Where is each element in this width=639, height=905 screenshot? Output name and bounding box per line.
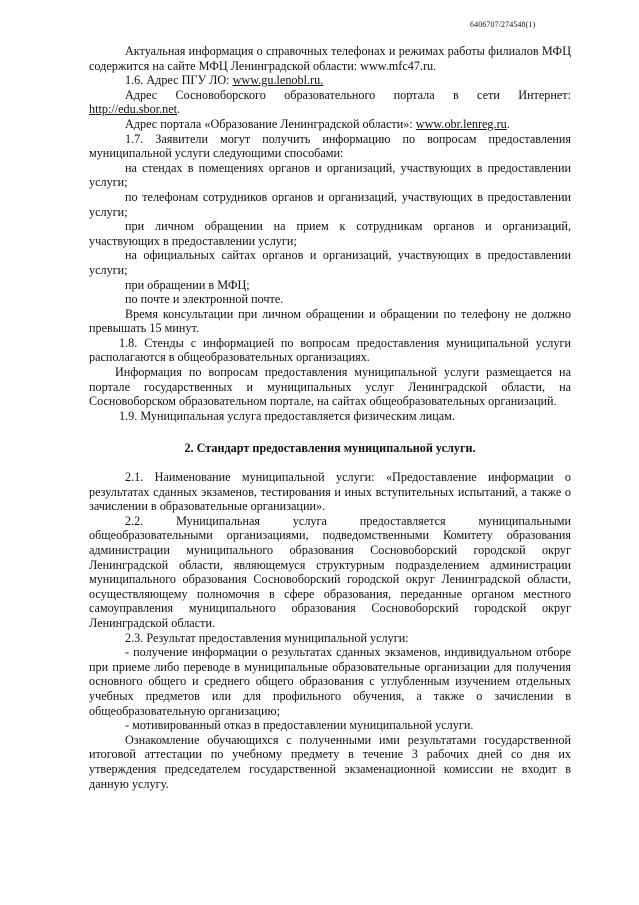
- text-edu-portal-prefix: Адрес Сосновоборского образовательного портала в сети Интернет:: [125, 87, 571, 102]
- paragraph-1-9: 1.9. Муниципальная услуга предоставляется физическим лицам.: [119, 408, 455, 423]
- text-edu-portal-suffix: .: [177, 102, 181, 117]
- paragraph-result-refusal: - мотивированный отказ в предоставлении муниципальной услуги.: [125, 718, 474, 733]
- link-edu-sbor[interactable]: http://edu.sbor.net: [89, 102, 178, 117]
- paragraph-2-1: 2.1. Наименование муниципальной услуги: «Предоставление информации о результатах сданных экзаменов, тестирования и иных вступительных испытаний, а также о зачислении в образовательные организации».: [89, 470, 571, 514]
- text-obr-portal-suffix: .: [506, 116, 510, 131]
- paragraph-obr-portal: [89, 117, 571, 132]
- list-item-way: по телефонам сотрудников органов и организаций, участвующих в предоставлении услуги;: [89, 189, 571, 219]
- paragraph-info-placement: Информация по вопросам предоставления муниципальной услуги размещается на портале государственных и муниципальных услуг Ленинградской области, на Сосновоборском образовательном портале, на сайтах общеобразовательных организаций.: [89, 365, 571, 409]
- text-pgu-prefix: 1.6. Адрес ПГУ ЛО:: [125, 73, 233, 88]
- text-obr-portal-prefix: Адрес портала «Образование Ленинградской области»:: [125, 116, 416, 131]
- paragraph-2-2: 2.2. Муниципальная услуга предоставляется муниципальными общеобразовательными организациями, подведомственными Комитету образования администрации муниципального образования Сосновоборский городской округ Ленинградской области, являющемуся структурным подразделением администрации муниципального образования Сосновоборский городской округ Ленинградской области, осуществляющему полномочия в сфере образования, переданные органом местного самоуправления муниципального образования Сосновоборский городской округ Ленинградской области.: [89, 513, 571, 630]
- paragraph-familiarization: Ознакомление обучающихся с полученными ими результатами государственной итоговой аттестации по учебному предмету в течение 3 рабочих дней со дня их утверждения председателем государственной экзаменационной комиссии не входит в данную услугу.: [89, 732, 571, 791]
- list-item-way: на стендах в помещениях органов и организаций, участвующих в предоставлении услуги;: [89, 160, 571, 190]
- paragraph-edu-portal: [89, 88, 571, 117]
- paragraph-result-info: - получение информации о результатах сданных экзаменов, индивидуальном отборе при приеме либо переводе в муниципальные образовательные организации для получения основного общего и среднего общего образования с углубленным изучением отдельных учебных предметов или для профильного обучения, а также о зачислении в общеобразовательную организацию;: [89, 645, 571, 718]
- link-obr-lenreg[interactable]: www.obr.lenreg.ru: [415, 116, 507, 131]
- paragraph-1-8: 1.8. Стенды с информацией по вопросам предоставления муниципальной услуги располагаются в общеобразовательных организациях.: [89, 335, 571, 365]
- list-item-way: на официальных сайтах органов и организаций, участвующих в предоставлении услуги;: [89, 248, 571, 277]
- paragraph-2-3: 2.3. Результат предоставления муниципальной услуги:: [125, 630, 409, 645]
- link-gu-lenobl[interactable]: www.gu.lenobl.ru.: [232, 73, 324, 88]
- list-item-way: по почте и электронной почте.: [125, 292, 284, 307]
- section-heading: 2. Стандарт предоставления муниципальной услуги.: [184, 441, 476, 456]
- paragraph-mfc-info: Актуальная информация о справочных телефонах и режимах работы филиалов МФЦ содержится на сайте МФЦ Ленинградской области: www.mfc47.ru.: [89, 44, 571, 73]
- document-id: 6406707/274548(1): [470, 20, 536, 29]
- paragraph-1-7: 1.7. Заявители могут получить информацию по вопросам предоставления муниципальной услуги следующими способами:: [89, 131, 571, 161]
- document-page: [89, 44, 571, 791]
- paragraph-consult-time: Время консультации при личном обращении и обращении по телефону не должно превышать 15 минут.: [89, 306, 571, 336]
- list-item-way: при обращении в МФЦ;: [125, 277, 250, 292]
- list-item-way: при личном обращении на прием к сотрудникам органов и организаций, участвующих в предоставлении услуги;: [89, 219, 571, 248]
- paragraph-pgu-address: [89, 73, 571, 88]
